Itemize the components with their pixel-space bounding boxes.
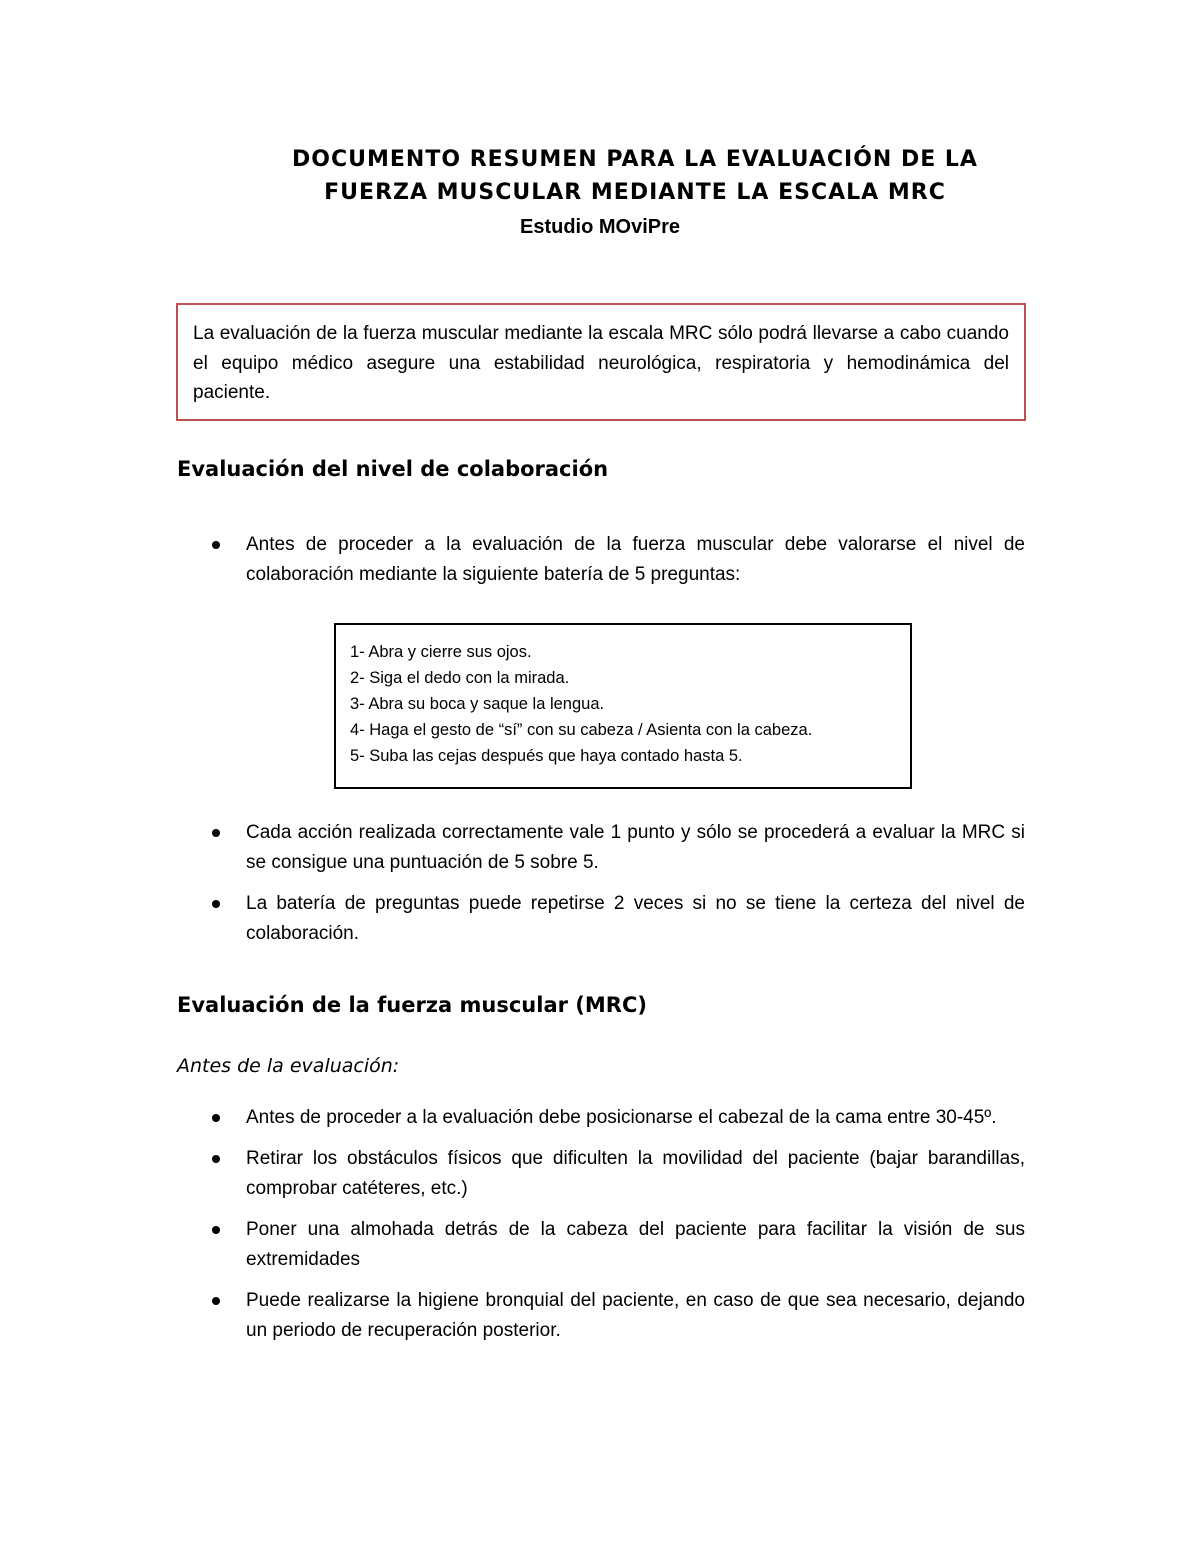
- section-heading-colaboracion: Evaluación del nivel de colaboración: [177, 457, 609, 481]
- warning-text: La evaluación de la fuerza muscular mediante la escala MRC sólo podrá llevarse a cabo cuando el equipo médico asegure una estabilidad neurológica, respiratoria y hemodinámica del paciente.: [193, 323, 1009, 403]
- list-item-text: La batería de preguntas puede repetirse 2 veces si no se tiene la certeza del nivel de colaboración.: [246, 893, 1025, 944]
- list-item: [210, 1286, 1025, 1346]
- list-item-text: Poner una almohada detrás de la cabeza del paciente para facilitar la visión de sus extremidades: [246, 1219, 1025, 1270]
- preparation-list: [210, 1103, 1025, 1357]
- list-item-text: Puede realizarse la higiene bronquial del paciente, en caso de que sea necesario, dejando un periodo de recuperación posterior.: [246, 1290, 1025, 1341]
- list-item-text: Antes de proceder a la evaluación debe posicionarse el cabezal de la cama entre 30-45º.: [246, 1107, 997, 1128]
- list-item-text: Retirar los obstáculos físicos que dificulten la movilidad del paciente (bajar barandillas, comprobar catéteres, etc.): [246, 1148, 1025, 1199]
- bullet-icon: [212, 1226, 220, 1234]
- list-item: [210, 889, 1025, 949]
- subheading-antes-evaluacion: Antes de la evaluación:: [177, 1055, 400, 1077]
- section-heading-fuerza-muscular: Evaluación de la fuerza muscular (MRC): [177, 993, 647, 1017]
- bullet-icon: [212, 829, 220, 837]
- question-item: 3- Abra su boca y saque la lengua.: [350, 695, 605, 713]
- bullet-icon: [212, 541, 220, 549]
- bullet-icon: [212, 1297, 220, 1305]
- colaboracion-intro-list: [210, 530, 1025, 590]
- list-item: [210, 1103, 1025, 1133]
- bullet-icon: [212, 1114, 220, 1122]
- list-item: [210, 1215, 1025, 1275]
- colaboracion-rules-list: [210, 818, 1025, 960]
- list-item: [210, 818, 1025, 878]
- document-subtitle: Estudio MOviPre: [519, 216, 681, 238]
- question-item: 4- Haga el gesto de “sí” con su cabeza / Asienta con la cabeza.: [350, 721, 813, 739]
- list-item: [210, 530, 1025, 590]
- list-item-text: Cada acción realizada correctamente vale 1 punto y sólo se procederá a evaluar la MRC si se consigue una puntuación de 5 sobre 5.: [246, 822, 1025, 873]
- warning-box: [176, 303, 1026, 421]
- list-item: [210, 1144, 1025, 1204]
- question-item: 2- Siga el dedo con la mirada.: [350, 669, 570, 687]
- document-title-line-1: DOCUMENTO RESUMEN PARA LA EVALUACIÓN DE LA: [292, 147, 978, 172]
- list-item-text: Antes de proceder a la evaluación de la fuerza muscular debe valorarse el nivel de colaboración mediante la siguiente batería de 5 preguntas:: [246, 534, 1025, 585]
- bullet-icon: [212, 1155, 220, 1163]
- document-title-line-2: FUERZA MUSCULAR MEDIANTE LA ESCALA MRC: [324, 180, 946, 205]
- question-item: 1- Abra y cierre sus ojos.: [350, 643, 532, 661]
- bullet-icon: [212, 900, 220, 908]
- questions-list: [350, 639, 910, 769]
- questions-box: [334, 623, 912, 789]
- question-item: 5- Suba las cejas después que haya contado hasta 5.: [350, 747, 743, 765]
